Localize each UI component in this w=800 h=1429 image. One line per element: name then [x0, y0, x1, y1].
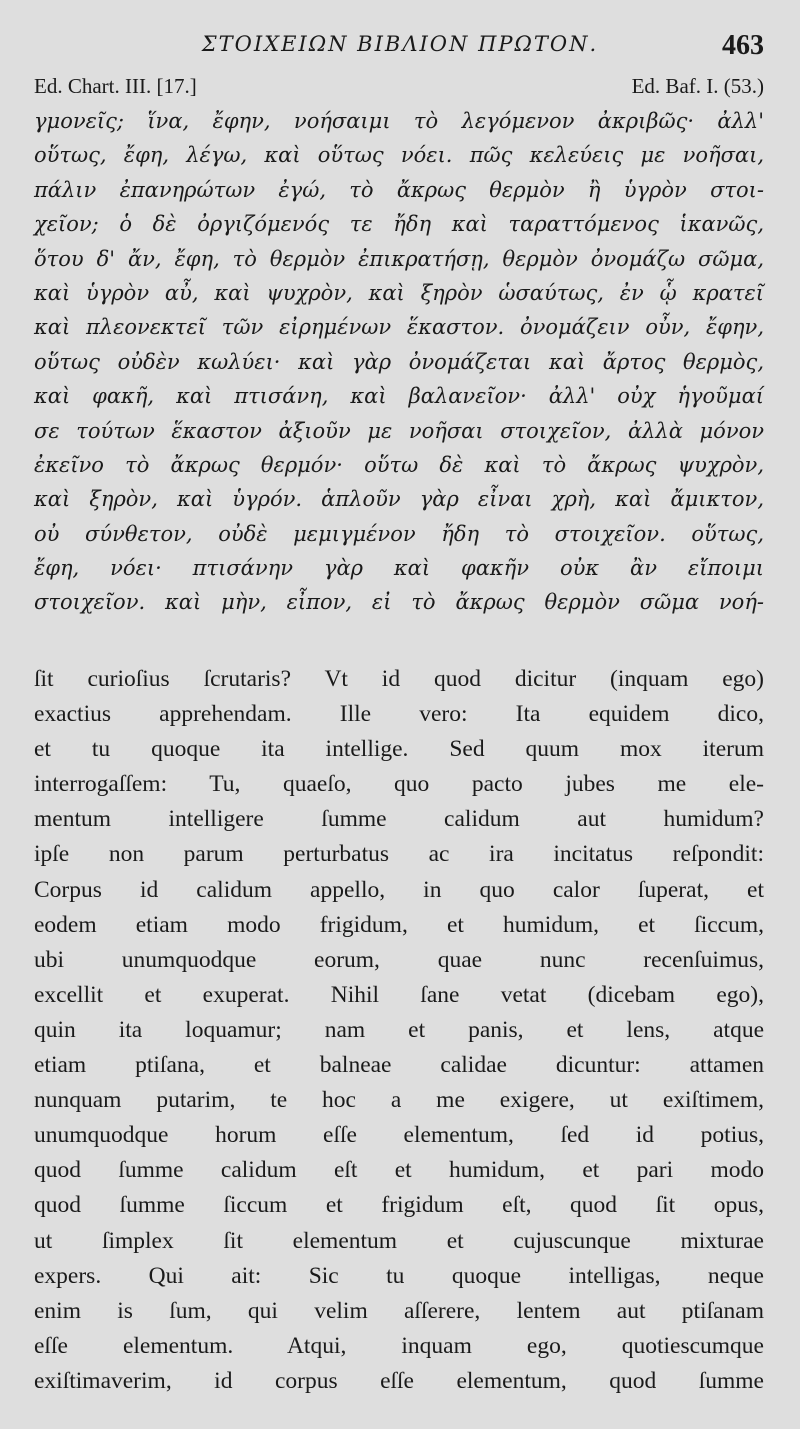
latin-text-line: mentum intelligere ſumme calidum aut humidum? [34, 806, 764, 833]
latin-text-line: Corpus id calidum appello, in quo calor ſuperat, et [34, 876, 764, 903]
latin-text-line: ut ſimplex ſit elementum et cujuscunque mixturae [34, 1227, 764, 1254]
greek-text-line: ἔφη, νόει· πτισάνην γὰρ καὶ φακῆν οὐκ ἂν εἴποιμι [34, 556, 764, 581]
latin-text-line: exiſtimaverim, id corpus eſſe elementum, quod ſumme [34, 1367, 764, 1394]
running-head [34, 26, 766, 66]
latin-text-line: et tu quoque ita intellige. Sed quum mox iterum [34, 736, 764, 763]
running-title: ΣΤΟΙΧΕΙΩΝ ΒΙΒΛΙΟΝ ΠΡΩΤΟΝ. [201, 32, 599, 56]
greek-text-line: χεῖον; ὁ δὲ ὀργιζόμενός τε ἤδη καὶ ταραττόμενος ἱκανῶς, [34, 212, 764, 237]
latin-text-line: expers. Qui ait: Sic tu quoque intelligas, neque [34, 1262, 764, 1289]
latin-text-line: enim is ſum, qui velim aſſerere, lentem aut ptiſanam [34, 1297, 764, 1324]
greek-text-line: οὕτως, ἔφη, λέγω, καὶ οὕτως νόει. πῶς κελεύεις με νοῆσαι, [34, 143, 764, 168]
latin-text-line: nunquam putarim, te hoc a me exigere, ut exiſtimem, [34, 1087, 764, 1114]
edition-reference-right: Ed. Baf. I. (53.) [631, 74, 764, 98]
latin-text-line: unumquodque horum eſſe elementum, ſed id potius, [34, 1122, 764, 1149]
greek-text-line: στοιχεῖον. καὶ μὴν, εἶπον, εἰ τὸ ἄκρως θερμὸν σῶμα νοή- [34, 590, 764, 615]
edition-reference-left: Ed. Chart. III. [17.] [34, 74, 197, 98]
greek-text-line: ἐκεῖνο τὸ ἄκρως θερμόν· οὕτω δὲ καὶ τὸ ἄκρως ψυχρὸν, [34, 452, 764, 477]
page-number: 463 [722, 30, 764, 61]
latin-text-line: excellit et exuperat. Nihil ſane vetat (dicebam ego), [34, 981, 764, 1008]
latin-text-line: exactius apprehendam. Ille vero: Ita equidem dico, [34, 701, 764, 728]
greek-text-line: οὕτως οὐδὲν κωλύει· καὶ γὰρ ὀνομάζεται καὶ ἄρτος θερμὸς, [34, 349, 764, 374]
greek-text-line: καὶ φακῆ, καὶ πτισάνη, καὶ βαλανεῖον· ἀλλ' οὐχ ἡγοῦμαί [34, 384, 764, 409]
latin-text-line: ubi unumquodque eorum, quae nunc recenſuimus, [34, 946, 764, 973]
greek-text-line: καὶ ξηρὸν, καὶ ὑγρόν. ἁπλοῦν γὰρ εἶναι χρὴ, καὶ ἄμικτον, [34, 487, 764, 512]
greek-text-line: οὐ σύνθετον, οὐδὲ μεμιγμένον ἤδη τὸ στοιχεῖον. οὕτως, [34, 521, 764, 546]
latin-text-line: ipſe non parum perturbatus ac ira incitatus reſpondit: [34, 841, 764, 868]
greek-text-block [34, 104, 764, 620]
latin-text-line: eodem etiam modo frigidum, et humidum, et ſiccum, [34, 911, 764, 938]
latin-text-line: eſſe elementum. Atqui, inquam ego, quotiescumque [34, 1332, 764, 1359]
latin-text-line: etiam ptiſana, et balneae calidae dicuntur: attamen [34, 1052, 764, 1079]
latin-text-line: quod ſumme ſiccum et frigidum eſt, quod ſit opus, [34, 1192, 764, 1219]
greek-text-line: σε τούτων ἕκαστον ἀξιοῦν με νοῆσαι στοιχεῖον, ἀλλὰ μόνον [34, 418, 764, 443]
greek-text-line: καὶ πλεονεκτεῖ τῶν εἰρημένων ἕκαστον. ὀνομάζειν οὖν, ἔφην, [34, 315, 764, 340]
latin-text-line: quin ita loquamur; nam et panis, et lens, atque [34, 1016, 764, 1043]
latin-text-line: ſit curioſius ſcrutaris? Vt id quod dicitur (inquam ego) [34, 666, 764, 692]
edition-reference-line [34, 74, 764, 102]
greek-text-line: καὶ ὑγρὸν αὖ, καὶ ψυχρὸν, καὶ ξηρὸν ὡσαύτως, ἐν ᾧ κρατεῖ [34, 280, 764, 305]
latin-text-line: quod ſumme calidum eſt et humidum, et pari modo [34, 1157, 764, 1184]
greek-text-line: γμονεῖς; ἵνα, ἔφην, νοήσαιμι τὸ λεγόμενον ἀκριβῶς· ἀλλ' [34, 109, 764, 133]
greek-text-line: πάλιν ἐπανηρώτων ἐγώ, τὸ ἄκρως θερμὸν ἢ ὑγρὸν στοι- [34, 177, 764, 202]
greek-text-line: ὅτου δ' ἄν, ἔφη, τὸ θερμὸν ἐπικρατήσῃ, θερμὸν ὀνομάζω σῶμα, [34, 246, 764, 271]
latin-text-block [34, 662, 764, 1399]
latin-text-line: interrogaſſem: Tu, quaeſo, quo pacto jubes me ele- [34, 771, 764, 798]
